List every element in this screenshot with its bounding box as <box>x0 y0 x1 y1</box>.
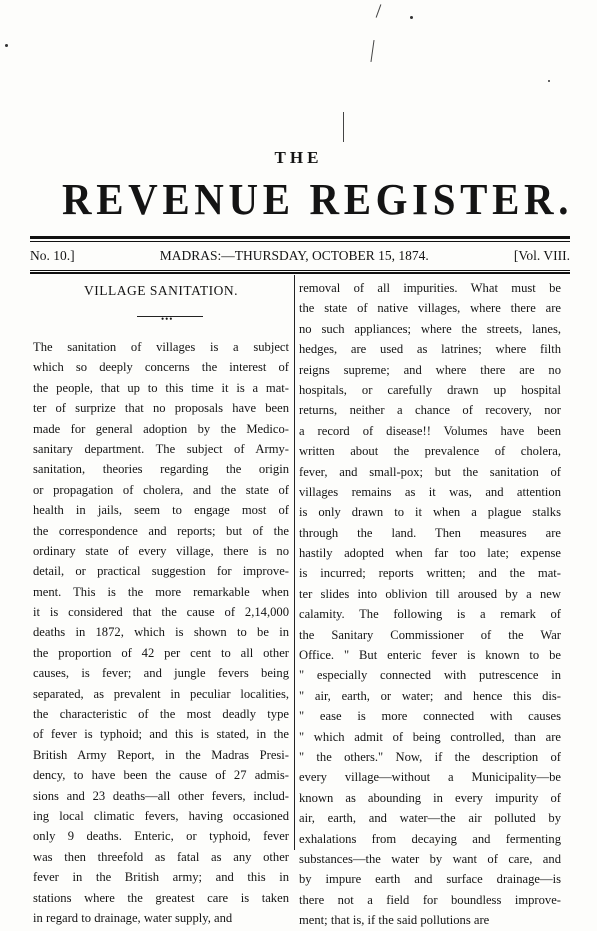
article-text-line: ment; that is, if the said pollutions are <box>299 913 490 928</box>
article-text-line: villages remains as it was, and attention <box>299 484 561 499</box>
article-text-line: Office. " But enteric fever is known to be <box>299 648 561 663</box>
article-heading: VILLAGE SANITATION. <box>84 283 238 298</box>
article-text-line: sanitary department. The subject of Army- <box>33 441 289 456</box>
article-text-line: by impure earth and surface drainage—is <box>299 872 561 887</box>
article-text-line: health in jails, seem to engage most of <box>33 503 289 518</box>
publication-date: MADRAS:—THURSDAY, OCTOBER 15, 1874. <box>159 248 429 263</box>
article-text-line: " which admit of being controlled, than are <box>299 729 561 744</box>
article-text-line: ter slides into oblivion till aroused by a new <box>299 586 561 601</box>
paper-speck <box>5 44 8 47</box>
article-text-line: hedges, are used as latrines; where filth <box>299 342 561 357</box>
article-text-line: there not a field for boundless improve- <box>299 892 561 907</box>
article-text-line: fever in the British army; and this in <box>33 870 289 885</box>
masthead-the: THE <box>274 148 323 167</box>
article-text-line: in regard to drainage, water supply, and <box>33 910 233 925</box>
article-text-line: causes, is fever; and jungle fevers being <box>33 666 289 681</box>
article-text-line: fever, and small-pox; but the sanitation of <box>299 464 561 479</box>
article-text-line: is only drawn to it when a plague stalks <box>299 505 561 520</box>
article-text-line: known as abounding in every impurity of <box>299 790 561 805</box>
article-text-line: stations where the greatest care is taken <box>33 890 289 905</box>
article-text-line: deaths in 1872, which is shown to be in <box>33 625 289 640</box>
column-divider <box>294 275 295 850</box>
article-text-line: " the others." Now, if the description of <box>299 749 561 764</box>
article-text-line: sions and 23 deaths—all other fevers, includ- <box>33 788 289 803</box>
masthead-title: REVENUE REGISTER. <box>62 175 574 224</box>
article-text-line: The sanitation of villages is a subject <box>33 340 289 354</box>
article-text-line: air, earth, and water—the air polluted by <box>299 811 561 826</box>
masthead-rule-bottom-thick <box>30 272 570 274</box>
article-text-line: ing local climatic fevers, having occasioned <box>33 808 289 823</box>
article-text-line: made for general adoption by the Medico- <box>33 421 289 436</box>
article-text-line: " air, earth, or water; and hence this dis- <box>299 688 561 703</box>
article-text-line: was then threefold as fatal as any other <box>33 849 289 864</box>
article-text-line: the Sanitary Commissioner of the War <box>299 627 561 642</box>
article-text-line: ment. This is the more remarkable when <box>33 584 289 599</box>
article-text-line: the correspondence and reports; but of the <box>33 523 289 538</box>
article-text-line: " especially connected with putrescence in <box>299 668 561 683</box>
article-text-line: exhalations from decaying and fermenting <box>299 831 561 846</box>
paper-scratch <box>376 4 382 17</box>
article-text-line: ter of surprize that no proposals have been <box>33 401 289 416</box>
article-text-line: the proportion of 42 per cent to all other <box>33 645 289 660</box>
article-text-line: hospitals, or carefully drawn up hospital <box>299 382 561 397</box>
article-text-line: the state of native villages, where there are <box>299 301 561 316</box>
article-text-line: it is considered that the cause of 2,14,000 <box>33 605 289 620</box>
paper-scratch <box>343 112 344 142</box>
masthead-rule-bottom <box>30 270 570 271</box>
article-text-line: substances—the water by want of care, and <box>299 851 561 866</box>
masthead-rule-top <box>30 236 570 239</box>
article-text-line: a record of disease!! Volumes have been <box>299 423 561 438</box>
article-text-line: returns, neither a chance of recovery, nor <box>299 403 561 418</box>
article-text-line: detail, or practical suggestion for improve- <box>33 564 289 579</box>
article-text-line: the characteristic of the most deadly type <box>33 707 289 722</box>
article-text-line: dency, to have been the cause of 27 admis- <box>33 768 289 783</box>
left-column-text <box>33 337 289 928</box>
dateline <box>30 246 570 266</box>
article-text-line: of fever is typhoid; and this is stated, in the <box>33 727 289 742</box>
article-text-line: removal of all impurities. What must be <box>299 281 561 295</box>
volume-number: [Vol. VIII. <box>513 248 570 263</box>
article-text-line: ordinary state of every village, there is no <box>33 543 289 558</box>
right-column-text <box>299 278 561 931</box>
article-text-line: sanitation, theories regarding the origin <box>33 462 289 477</box>
article-text-line: or propagation of cholera, and the state of <box>33 482 289 497</box>
article-text-line: is incurred; reports written; and the mat- <box>299 566 561 581</box>
article-text-line: calamity. The following is a remark of <box>299 607 561 622</box>
article-text-line: every village—without a Municipality—be <box>299 770 561 785</box>
article-text-line: British Army Report, in the Madras Presi- <box>33 747 289 762</box>
article-right-column <box>299 278 561 931</box>
article-text-line: through the land. Then measures are <box>299 525 561 540</box>
heading-ornament <box>33 307 289 331</box>
masthead-rule-top-thin <box>30 241 570 242</box>
article-text-line: which so deeply concerns the interest of <box>33 360 289 375</box>
article-text-line: written about the prevalence of cholera, <box>299 444 561 459</box>
issue-number: No. 10.] <box>30 248 75 263</box>
paper-scratch <box>370 40 374 62</box>
article-left-column <box>33 281 289 928</box>
paper-speck <box>548 80 550 82</box>
article-text-line: no such appliances; where the streets, lanes, <box>299 321 561 336</box>
article-text-line: separated, as prevalent in peculiar localities, <box>33 686 289 701</box>
article-text-line: " ease is more connected with causes <box>299 709 561 724</box>
article-text-line: reigns supreme; and where there are no <box>299 362 561 377</box>
article-text-line: the people, that up to this time it is a mat- <box>33 380 289 395</box>
ornament-dots: ••• <box>161 314 174 324</box>
article-text-line: only 9 deaths. Enteric, or typhoid, fever <box>33 829 289 844</box>
paper-speck <box>410 16 413 19</box>
article-text-line: hastily adopted when far too late; expense <box>299 546 561 561</box>
